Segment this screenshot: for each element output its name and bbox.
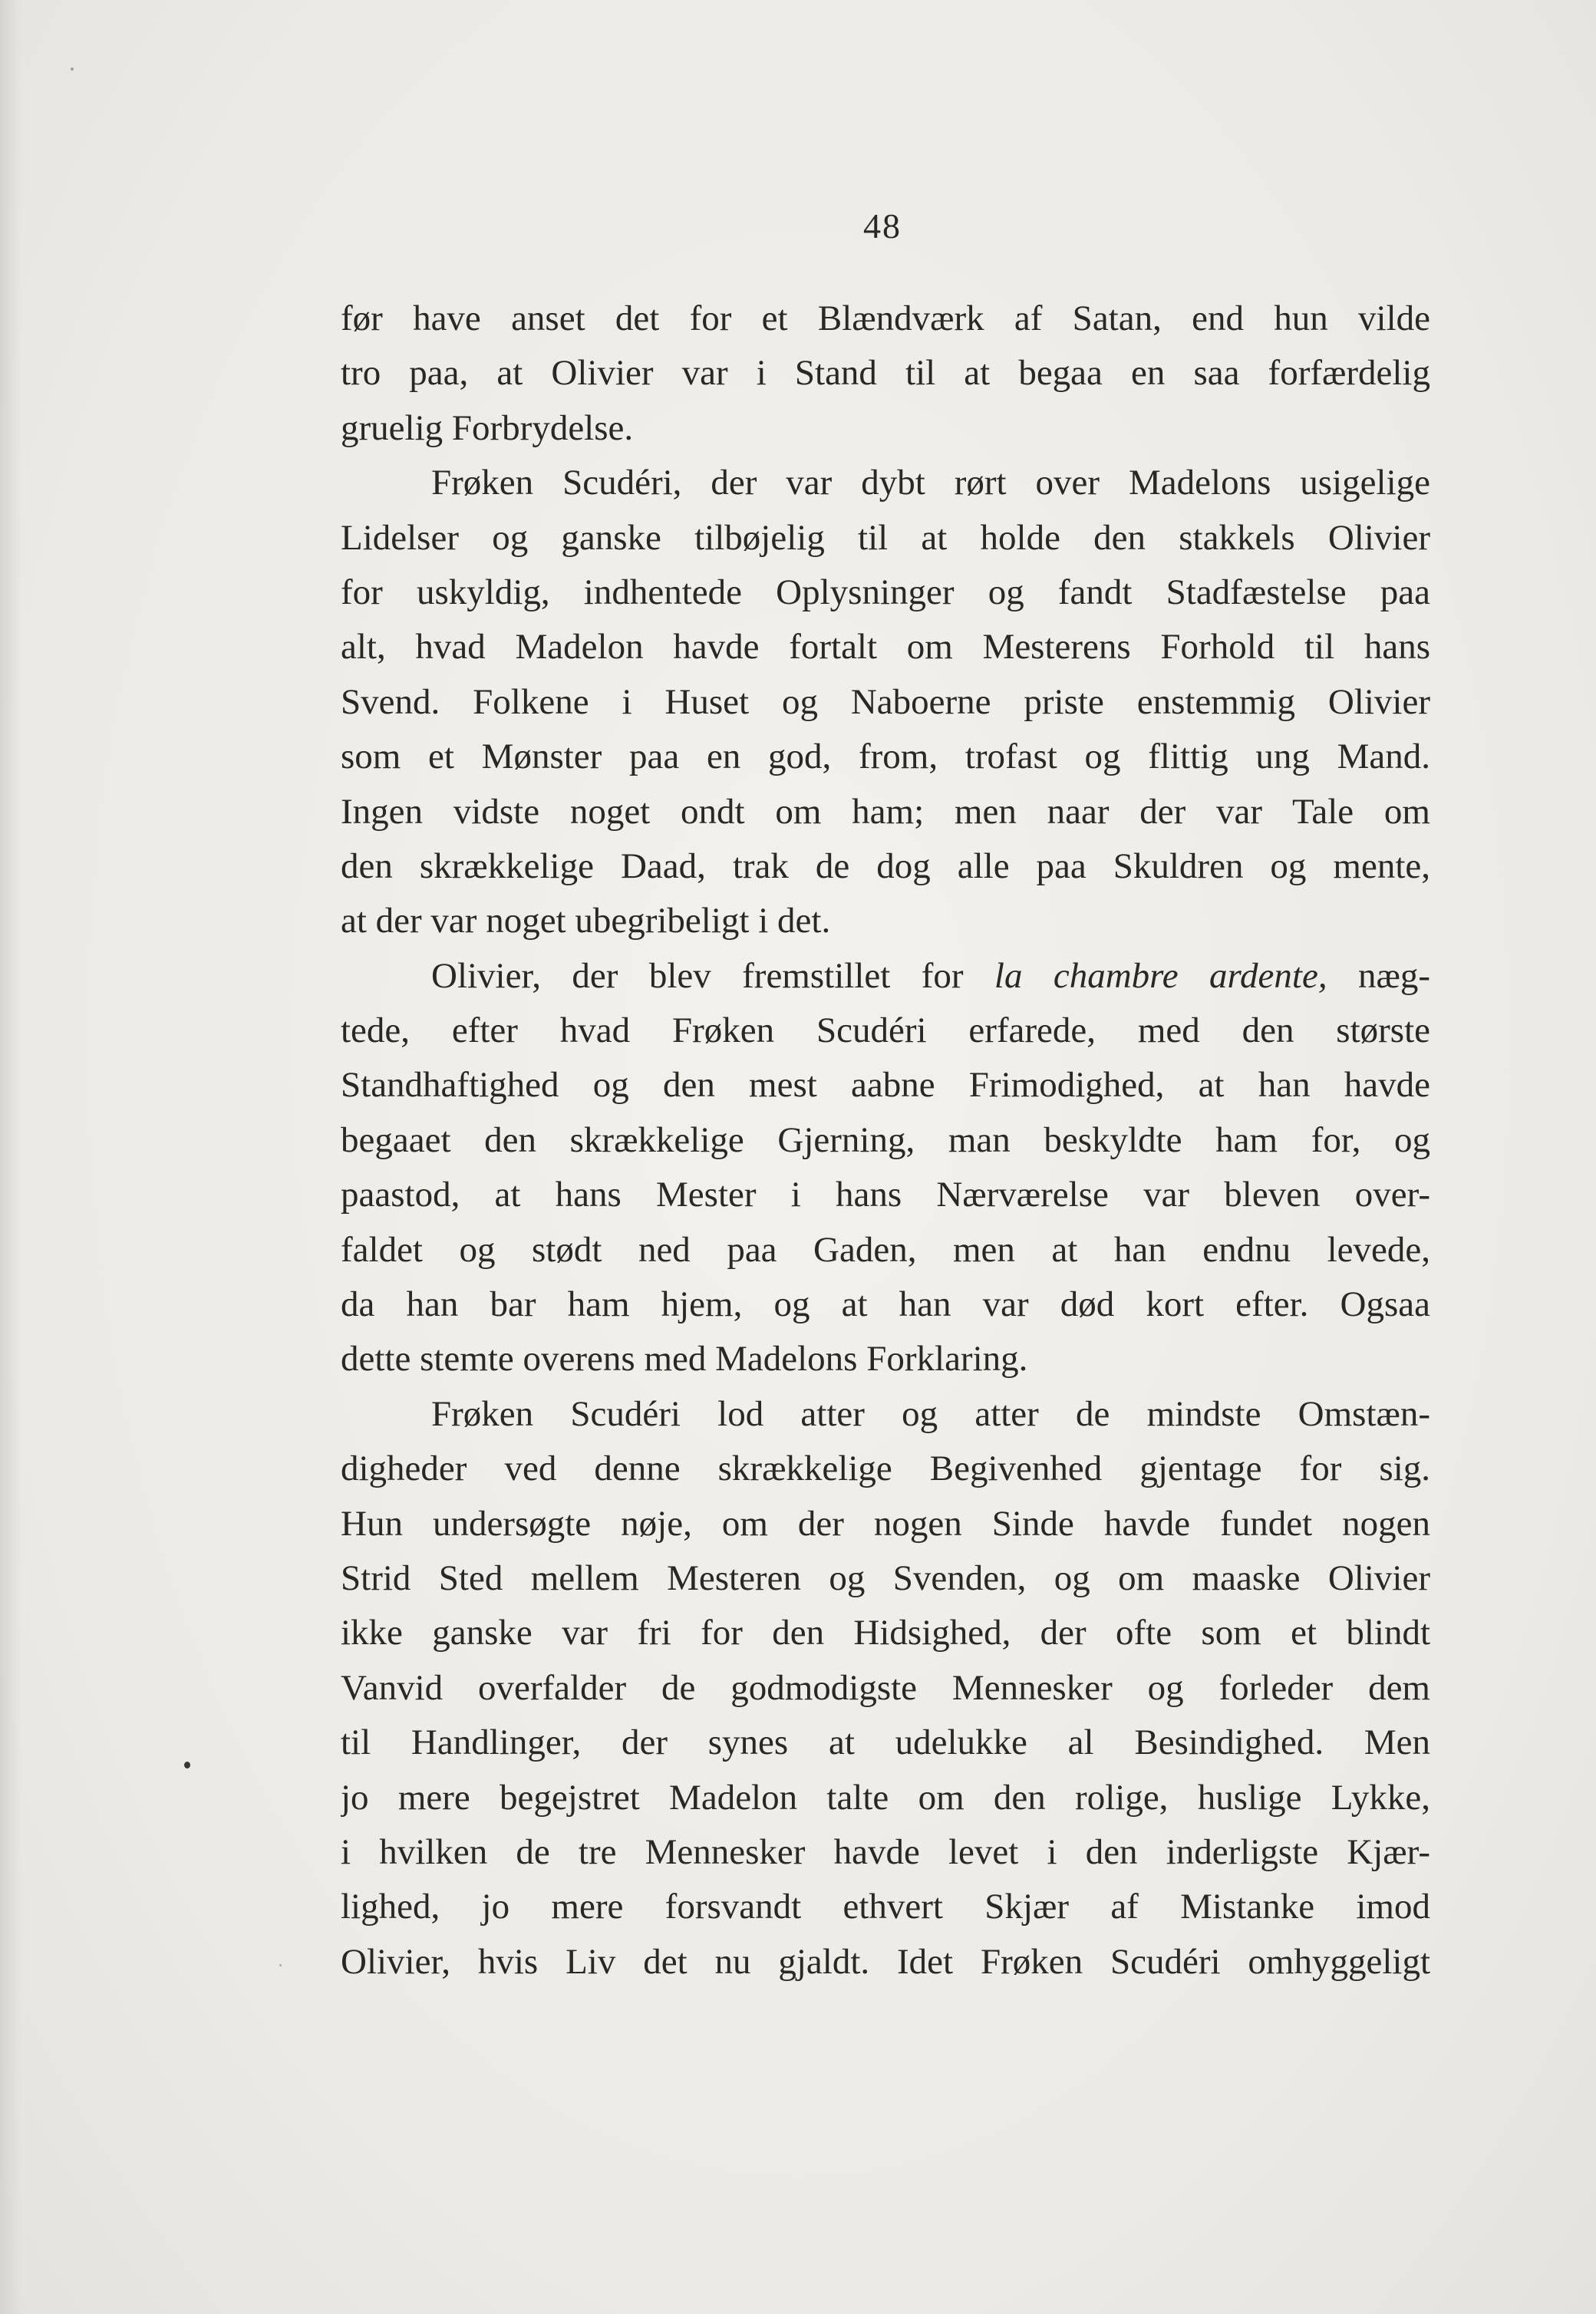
body-text bbox=[341, 292, 1430, 1989]
text-line: begaaet den skrækkelige Gjerning, man beskyldte ham for, og bbox=[341, 1119, 1430, 1160]
page-number: 48 bbox=[863, 206, 902, 246]
text-line: Ingen vidste noget ondt om ham; men naar der var Tale om bbox=[341, 791, 1430, 832]
text-line: gruelig Forbrydelse. bbox=[341, 407, 634, 448]
text-line: Olivier, hvis Liv det nu gjaldt. Idet Frøken Scudéri omhyggeligt bbox=[341, 1941, 1430, 1982]
text-line: Frøken Scudéri, der var dybt rørt over Madelons usigelige bbox=[431, 463, 1430, 503]
text-line: Frøken Scudéri lod atter og atter de mindste Omstæn- bbox=[431, 1393, 1430, 1434]
text-line: da han bar ham hjem, og at han var død kort efter. Ogsaa bbox=[341, 1284, 1430, 1325]
text-line: som et Mønster paa en god, from, trofast og flittig ung Mand. bbox=[341, 737, 1430, 777]
text-line: jo mere begejstret Madelon talte om den rolige, huslige Lykke, bbox=[341, 1777, 1430, 1818]
text-line: Svend. Folkene i Huset og Naboerne priste enstemmig Olivier bbox=[341, 681, 1430, 722]
text-line: Vanvid overfalder de godmodigste Mennesker og forleder dem bbox=[341, 1667, 1430, 1708]
text-line: før have anset det for et Blændværk af Satan, end hun vilde bbox=[341, 298, 1430, 338]
text-line: til Handlinger, der synes at udelukke al Besindighed. Men bbox=[341, 1722, 1430, 1763]
text-line: dette stemte overens med Madelons Forklaring. bbox=[341, 1339, 1028, 1380]
text-line: tro paa, at Olivier var i Stand til at begaa en saa forfærdelig bbox=[341, 353, 1430, 394]
text-line: for uskyldig, indhentede Oplysninger og fandt Stadfæstelse paa bbox=[341, 572, 1430, 612]
page-edge-shadow bbox=[0, 0, 21, 2314]
text-line: ikke ganske var fri for den Hidsighed, der ofte som et blindt bbox=[341, 1613, 1430, 1653]
paper-speck bbox=[184, 1762, 190, 1768]
text-line: den skrækkelige Daad, trak de dog alle paa Skuldren og mente, bbox=[341, 846, 1430, 886]
text-line: i hvilken de tre Mennesker havde levet i den inderligste Kjær- bbox=[341, 1831, 1430, 1872]
paper-speck bbox=[279, 1964, 282, 1966]
text-line: at der var noget ubegribeligt i det. bbox=[341, 901, 831, 941]
text-line: lighed, jo mere forsvandt ethvert Skjær af Mistanke imod bbox=[341, 1887, 1430, 1927]
text-segment: næg- bbox=[1327, 955, 1430, 996]
text-line: faldet og stødt ned paa Gaden, men at han endnu levede, bbox=[341, 1229, 1430, 1270]
text-line: Lidelser og ganske tilbøjelig til at holde den stakkels Olivier bbox=[341, 517, 1430, 558]
text-line: Standhaftighed og den mest aabne Frimodighed, at han havde bbox=[341, 1065, 1430, 1106]
italic-phrase: la chambre ardente, bbox=[994, 955, 1327, 996]
text-line-with-italic bbox=[341, 949, 1430, 1004]
text-segment: Olivier, der blev fremstillet for bbox=[431, 955, 994, 996]
text-line: alt, hvad Madelon havde fortalt om Mesterens Forhold til hans bbox=[341, 627, 1430, 668]
paper-speck bbox=[71, 68, 74, 71]
text-line: Strid Sted mellem Mesteren og Svenden, og om maaske Olivier bbox=[341, 1558, 1430, 1598]
text-line: tede, efter hvad Frøken Scudéri erfarede, med den største bbox=[341, 1010, 1430, 1051]
text-line: Hun undersøgte nøje, om der nogen Sinde havde fundet nogen bbox=[341, 1503, 1430, 1544]
text-line: paastod, at hans Mester i hans Nærværelse var bleven over- bbox=[341, 1175, 1430, 1215]
text-line: digheder ved denne skrækkelige Begivenhed gjentage for sig. bbox=[341, 1449, 1430, 1489]
